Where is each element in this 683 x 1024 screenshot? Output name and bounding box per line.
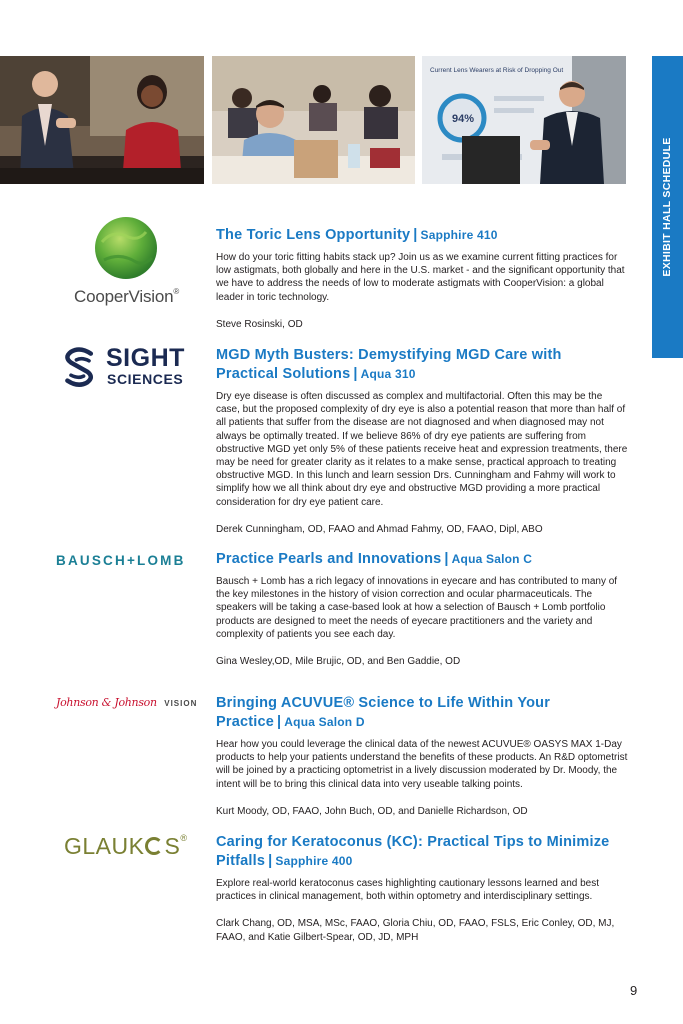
photo-strip xyxy=(0,56,626,184)
session-speakers: Gina Wesley,OD, Mile Brujic, OD, and Ben Gaddie, OD xyxy=(216,656,461,668)
session-speakers: Steve Rosinski, OD xyxy=(216,318,303,330)
vision-wordmark: VISION xyxy=(164,699,198,708)
session-room: Aqua Salon C xyxy=(451,552,533,566)
title-separator: | xyxy=(268,853,273,869)
glaukos-logo xyxy=(40,833,210,863)
bausch-lomb-logo xyxy=(40,553,210,573)
title-separator: | xyxy=(413,227,418,243)
session-room: Sapphire 410 xyxy=(420,228,498,242)
session-description: Dry eye disease is often discussed as complex and multifactorial. Often this may be the case, but the proposed complexity of dry eye is also a potential reason that more than half of all patients that suffer from the disease are not diagnosed and when diagnosed may not always be optimally treated. If we believe 86% of dry eye patients are suffering from obstructive MGD yet only 5% of these patients receive heat and expression treatments, there may be need for greater clarity as it relates to a make sense, practical approach to treating obstructive MGD. In this lunch and learn session Drs. Cunningham and Fahmy will work to simplify how we all think about dry eye and obstructive MGD providing a more practical consideration for dry eye patient care. xyxy=(216,391,628,508)
bausch-lomb-wordmark: BAUSCH+LOMB xyxy=(56,553,186,568)
registered-mark: ® xyxy=(173,287,180,296)
johnson-johnson-script: Johnson & Johnson xyxy=(56,696,157,709)
glaukos-wordmark-a: GLAUK xyxy=(64,833,145,859)
sight-sciences-logo xyxy=(40,346,210,394)
session-room: Sapphire 400 xyxy=(275,854,353,868)
coopervision-logo xyxy=(40,216,210,316)
session-content xyxy=(216,550,628,668)
session-content xyxy=(216,694,628,818)
session-title-line xyxy=(216,226,628,245)
session-title: The Toric Lens Opportunity xyxy=(216,227,411,243)
glaukos-eye-icon xyxy=(145,837,163,855)
session-room: Aqua Salon D xyxy=(284,715,365,729)
session-title-line xyxy=(216,550,628,569)
session-title-line xyxy=(216,833,628,871)
glaukos-wordmark-b: S xyxy=(164,833,181,859)
session-title-line xyxy=(216,346,628,384)
title-separator: | xyxy=(277,714,282,730)
session-content xyxy=(216,346,628,536)
session-title-line xyxy=(216,694,628,732)
slide-title-text: Current Lens Wearers at Risk of Dropping Out xyxy=(430,67,564,74)
johnson-johnson-vision-logo xyxy=(40,693,210,713)
title-separator: | xyxy=(353,366,358,382)
session-content xyxy=(216,226,628,331)
session-description: How do your toric fitting habits stack up? Join us as we examine current fitting practices for low astigmats, both globally and here in the U.S. market - and the significant opportunity that we have to address the needs of low to moderate astigmats with CooperVision: a global leader in toric technology. xyxy=(216,252,625,303)
session-speakers: Kurt Moody, OD, FAAO, John Buch, OD, and Danielle Richardson, OD xyxy=(216,805,528,817)
sight-sciences-s-icon xyxy=(62,346,98,390)
session-speakers: Derek Cunningham, OD, FAAO and Ahmad Fahmy, OD, FAAO, Dipl, ABO xyxy=(216,523,543,535)
page-number: 9 xyxy=(630,983,638,998)
audience-photo xyxy=(212,56,415,184)
title-separator: | xyxy=(444,551,449,567)
session-description: Bausch + Lomb has a rich legacy of innovations in eyecare and has contributed to many of the key milestones in the history of vision correction and ocular pharmaceuticals. The speakers will be taking a case-based look at how a selection of Bausch + Lomb portfolio products are designed to meet the needs of eyecare practitioners and the variety and complexity of patients you see each day. xyxy=(216,576,618,640)
presenter-photo xyxy=(422,56,626,184)
coopervision-wordmark: CooperVision xyxy=(74,287,174,306)
session-content xyxy=(216,833,628,944)
session-title: MGD Myth Busters: Demystifying MGD Care with Practical Solutions xyxy=(216,347,562,382)
sight-wordmark: SIGHT xyxy=(106,344,185,372)
registered-mark: ® xyxy=(180,833,188,843)
session-room: Aqua 310 xyxy=(360,367,416,381)
panel-discussion-photo xyxy=(0,56,204,184)
side-tab-label: EXHIBIT HALL SCHEDULE xyxy=(661,137,673,277)
session-title: Practice Pearls and Innovations xyxy=(216,551,442,567)
session-title: Bringing ACUVUE® Science to Life Within Your Practice xyxy=(216,695,551,730)
session-description: Explore real-world keratoconus cases highlighting cautionary lessons learned and best practices in clinical management, both within optometry and interdisciplinary settings. xyxy=(216,878,599,903)
session-speakers: Clark Chang, OD, MSA, MSc, FAAO, Gloria Chiu, OD, FAAO, FSLS, Eric Conley, OD, MJ, FAAO, and Katie Gilbert-Spear, OD, JD, MPH xyxy=(216,918,615,943)
session-title: Caring for Keratoconus (KC): Practical Tips to Minimize Pitfalls xyxy=(216,834,610,869)
slide-stat-text: 94% xyxy=(452,113,475,125)
sciences-wordmark: SCIENCES xyxy=(107,371,184,387)
session-description: Hear how you could leverage the clinical data of the newest ACUVUE® OASYS MAX 1-Day products to help your patients understand the benefits of these products. An R&D optometrist will be joined by a practicing optometrist in a lively discussion moderated by Dr. Moody, the intent will be to bring this clinical data into very useable talking points. xyxy=(216,739,628,790)
exhibit-hall-schedule-tab xyxy=(652,56,683,358)
